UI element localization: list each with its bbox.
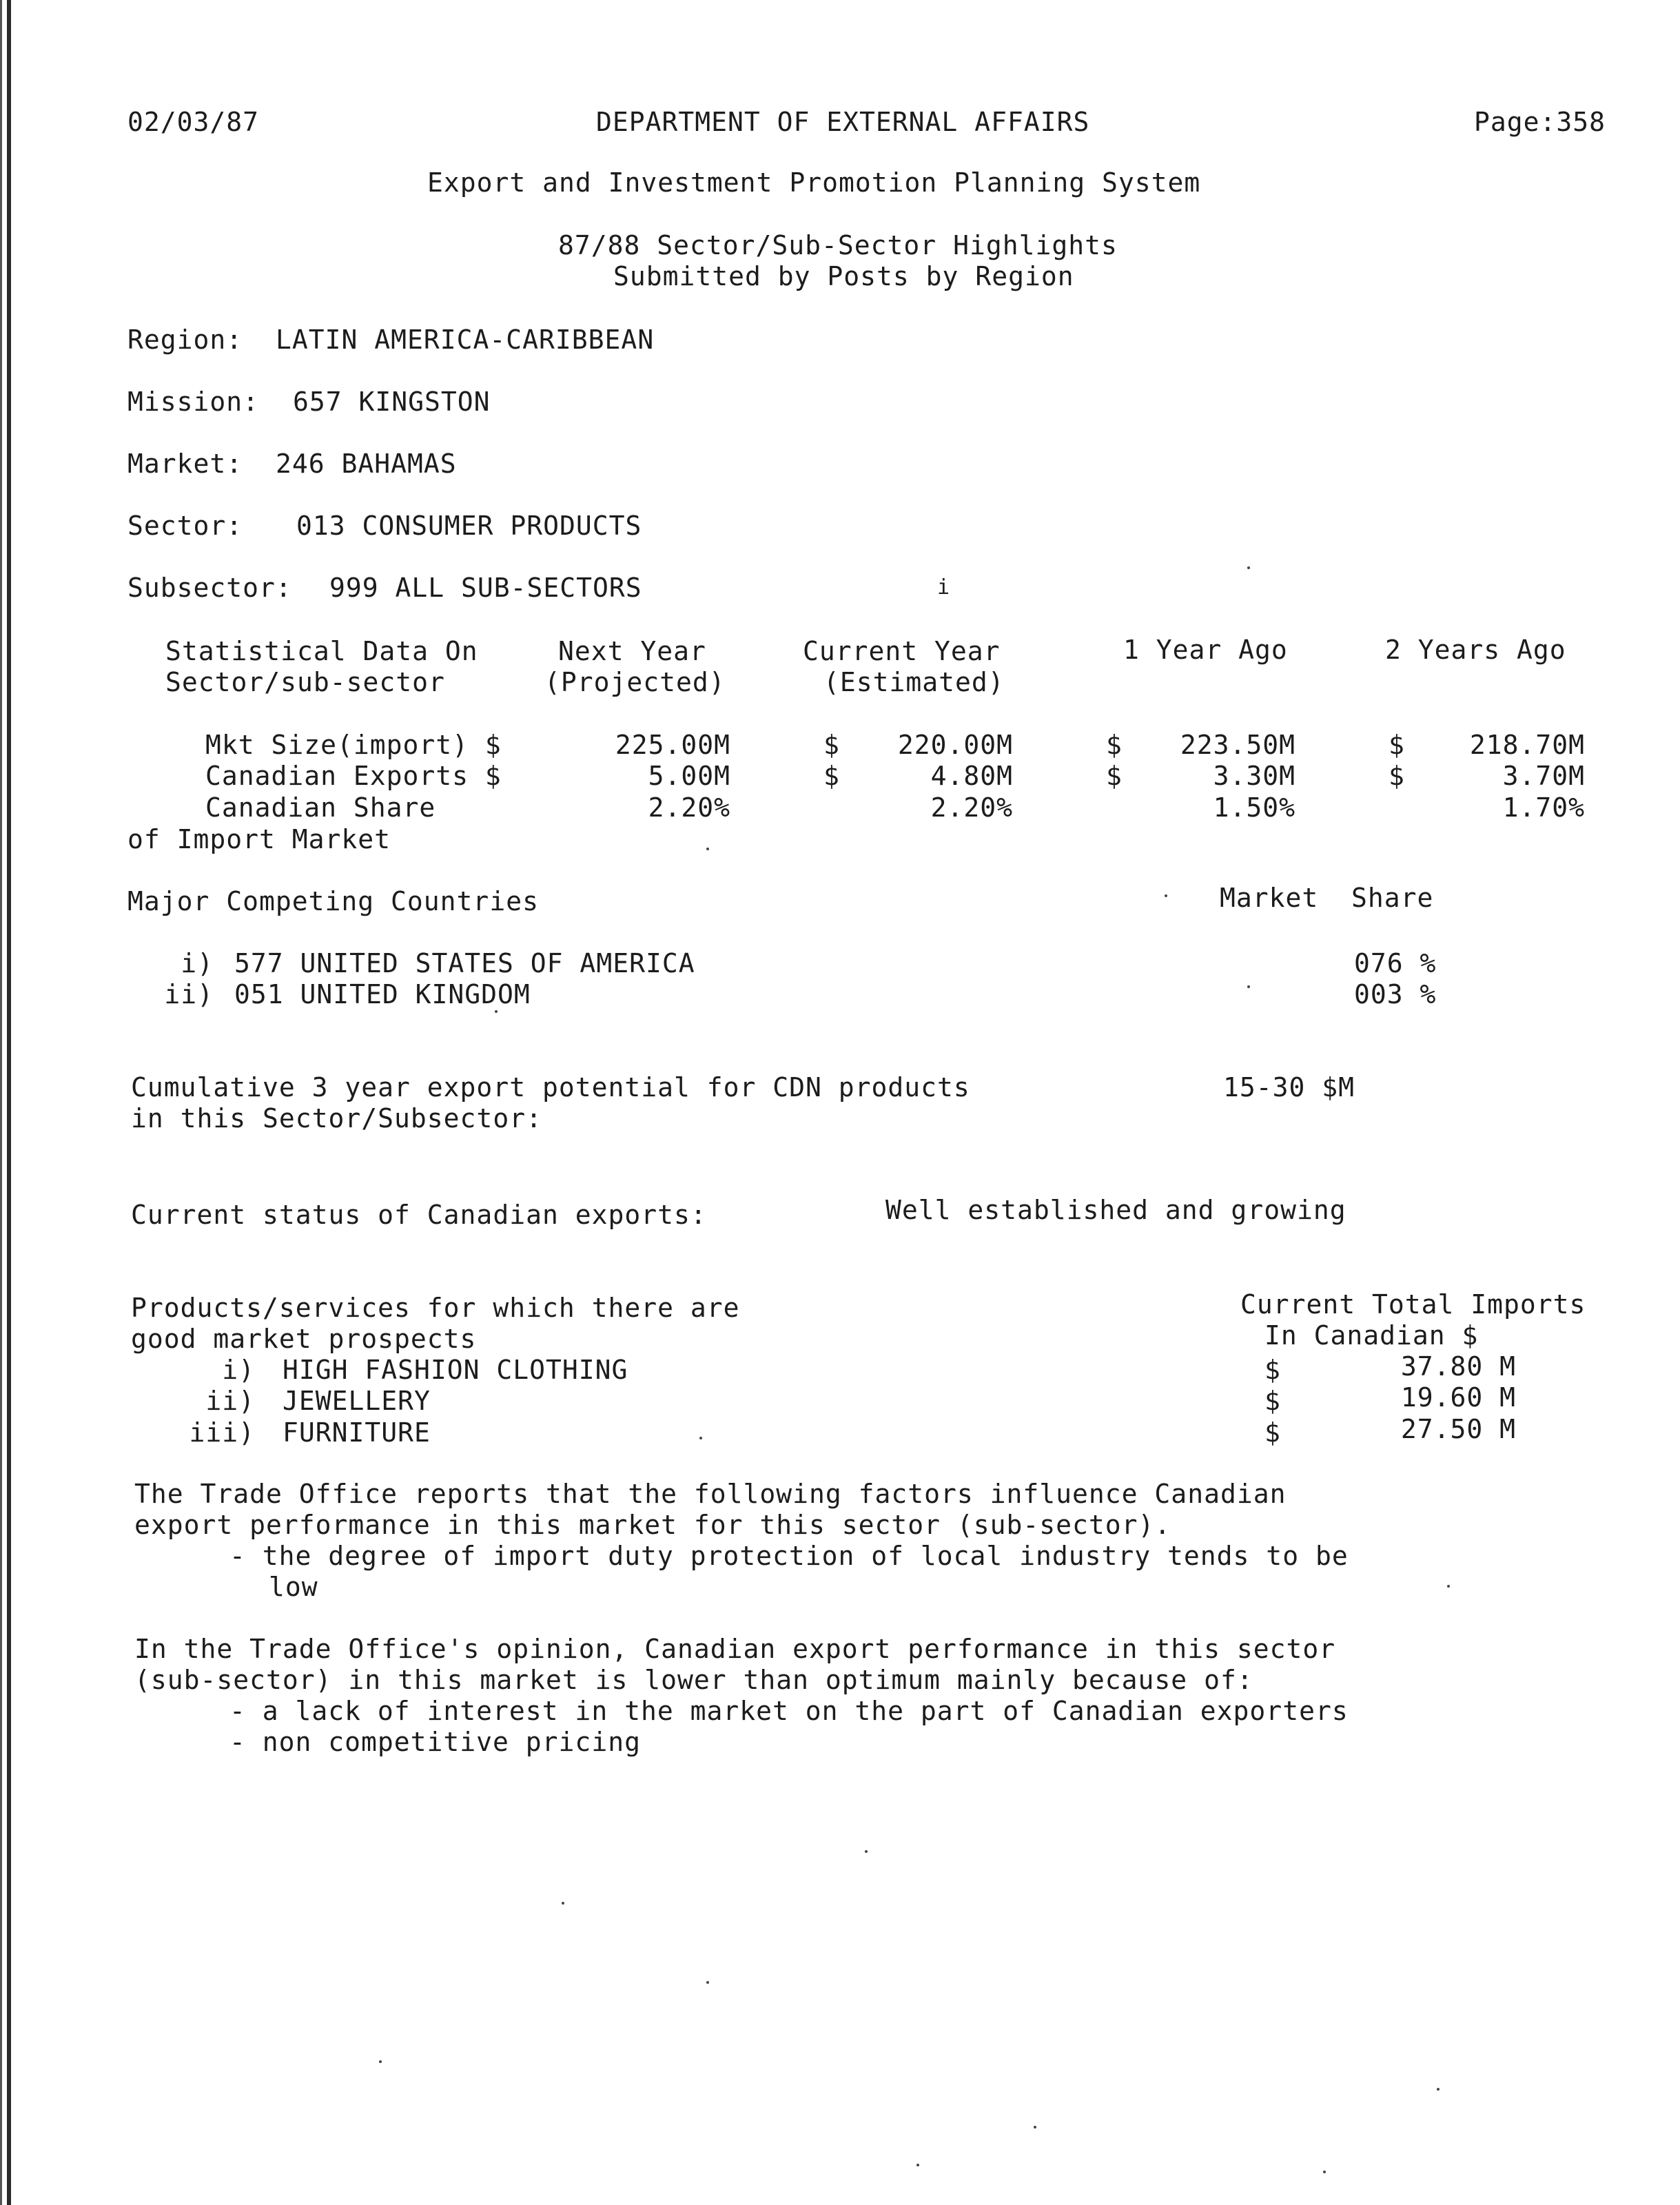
stats-header-current-1: Current Year bbox=[803, 636, 1001, 666]
competitor-share: 003 % bbox=[1354, 979, 1437, 1009]
product-name: FURNITURE bbox=[283, 1417, 431, 1448]
stats-ago2-value: 3.70M bbox=[1502, 761, 1585, 791]
subsector-value: 999 ALL SUB-SECTORS bbox=[329, 573, 642, 603]
stats-header-label-2: Sector/sub-sector bbox=[165, 667, 445, 697]
products-title-2: good market prospects bbox=[131, 1324, 477, 1354]
potential-value: 15-30 $M bbox=[1223, 1072, 1355, 1102]
stats-ago2-sym: $ bbox=[1389, 761, 1405, 791]
product-value: 37.80 M bbox=[1400, 1351, 1516, 1382]
stats-current-sym: $ bbox=[823, 730, 840, 760]
opinion-line-2: (sub-sector) in this market is lower than optimum mainly because of: bbox=[134, 1665, 1253, 1695]
product-sym: $ bbox=[1264, 1355, 1281, 1385]
scan-speck bbox=[1247, 566, 1250, 569]
stats-header-next-2: (Projected) bbox=[544, 667, 726, 697]
opinion-line-1: In the Trade Office's opinion, Canadian export performance in this sector bbox=[134, 1634, 1336, 1664]
factors-bullet-1-cont: low bbox=[269, 1572, 318, 1602]
stats-ago1-sym: $ bbox=[1106, 761, 1123, 791]
subtitle-submitted: Submitted by Posts by Region bbox=[613, 261, 1074, 291]
stats-header-1-year-ago: 1 Year Ago bbox=[1123, 635, 1288, 665]
stats-ago1-value: 223.50M bbox=[1180, 730, 1295, 760]
mission-value: 657 KINGSTON bbox=[293, 387, 491, 417]
scan-speck bbox=[706, 1981, 709, 1984]
competitors-share-header: Market Share bbox=[1220, 883, 1434, 913]
products-header-1: Current Total Imports bbox=[1240, 1289, 1586, 1320]
product-sym: $ bbox=[1264, 1386, 1281, 1416]
competitor-number: ii) bbox=[164, 979, 214, 1009]
stats-ago1-sym: $ bbox=[1106, 730, 1123, 760]
stats-header-label-1: Statistical Data On bbox=[165, 636, 478, 666]
stats-ago2-value: 1.70% bbox=[1502, 792, 1585, 823]
report-date: 02/03/87 bbox=[127, 107, 260, 137]
sector-label: Sector: bbox=[127, 511, 243, 541]
potential-line-2: in this Sector/Subsector: bbox=[131, 1103, 542, 1134]
stats-row-label: Canadian Share bbox=[205, 792, 436, 823]
scan-speck bbox=[865, 1850, 868, 1853]
stats-header-next-1: Next Year bbox=[558, 636, 706, 666]
subsector-label: Subsector: bbox=[127, 573, 292, 603]
stats-ago1-value: 1.50% bbox=[1213, 792, 1295, 823]
scan-speck bbox=[1447, 1585, 1450, 1588]
stats-row-label: Canadian Exports $ bbox=[205, 761, 502, 791]
scan-speck bbox=[1437, 2088, 1440, 2091]
department-title: DEPARTMENT OF EXTERNAL AFFAIRS bbox=[596, 107, 1090, 137]
market-label: Market: bbox=[127, 449, 243, 479]
system-title: Export and Investment Promotion Planning System bbox=[427, 167, 1201, 198]
region-label: Region: bbox=[127, 325, 243, 355]
competitors-title: Major Competing Countries bbox=[127, 886, 539, 916]
opinion-bullet-1: - a lack of interest in the market on the part of Canadian exporters bbox=[229, 1696, 1349, 1726]
product-value: 27.50 M bbox=[1400, 1414, 1516, 1444]
scan-speck bbox=[1034, 2126, 1036, 2129]
stats-next-value: 225.00M bbox=[615, 730, 730, 760]
product-sym: $ bbox=[1264, 1417, 1281, 1448]
scan-speck bbox=[1165, 894, 1167, 897]
scan-speck bbox=[495, 1010, 498, 1013]
competitor-share: 076 % bbox=[1354, 948, 1437, 978]
scan-edge-inner bbox=[7, 0, 11, 2205]
stats-current-sym: $ bbox=[823, 761, 840, 791]
opinion-bullet-2: - non competitive pricing bbox=[229, 1727, 641, 1757]
scan-speck bbox=[1247, 985, 1250, 988]
status-label: Current status of Canadian exports: bbox=[131, 1200, 707, 1230]
factors-line-2: export performance in this market for this sector (sub-sector). bbox=[134, 1510, 1171, 1540]
factors-line-1: The Trade Office reports that the following factors influence Canadian bbox=[134, 1479, 1287, 1509]
products-title-1: Products/services for which there are bbox=[131, 1293, 740, 1323]
stats-row-label: Mkt Size(import) $ bbox=[205, 730, 502, 760]
stats-current-value: 220.00M bbox=[897, 730, 1013, 760]
stats-header-current-2: (Estimated) bbox=[823, 667, 1005, 697]
product-number: ii) bbox=[205, 1386, 255, 1416]
market-value: 246 BAHAMAS bbox=[276, 449, 457, 479]
product-value: 19.60 M bbox=[1400, 1382, 1516, 1413]
stray-mark: i bbox=[937, 575, 951, 599]
stats-ago1-value: 3.30M bbox=[1213, 761, 1295, 791]
product-number: i) bbox=[222, 1355, 255, 1385]
competitor-number: i) bbox=[181, 948, 214, 978]
sector-value: 013 CONSUMER PRODUCTS bbox=[296, 511, 642, 541]
potential-line-1: Cumulative 3 year export potential for CDN products bbox=[131, 1072, 970, 1102]
scan-speck bbox=[699, 1437, 702, 1439]
scan-speck bbox=[1323, 2171, 1326, 2173]
stats-header-2-years-ago: 2 Years Ago bbox=[1385, 635, 1566, 665]
stats-next-value: 5.00M bbox=[648, 761, 730, 791]
stats-current-value: 2.20% bbox=[930, 792, 1013, 823]
page-number: Page:358 bbox=[1473, 107, 1606, 137]
subtitle-highlights: 87/88 Sector/Sub-Sector Highlights bbox=[558, 230, 1118, 260]
scan-speck bbox=[706, 848, 709, 850]
region-value: LATIN AMERICA-CARIBBEAN bbox=[276, 325, 655, 355]
stats-ago2-value: 218.70M bbox=[1469, 730, 1585, 760]
scan-edge-outer bbox=[0, 0, 2, 2205]
stats-share-continuation: of Import Market bbox=[127, 824, 391, 854]
factors-bullet-1: - the degree of import duty protection of local industry tends to be bbox=[229, 1541, 1349, 1571]
product-name: HIGH FASHION CLOTHING bbox=[283, 1355, 628, 1385]
stats-ago2-sym: $ bbox=[1389, 730, 1405, 760]
products-header-2: In Canadian $ bbox=[1264, 1320, 1479, 1351]
product-number: iii) bbox=[189, 1417, 255, 1448]
competitor-name: 577 UNITED STATES OF AMERICA bbox=[234, 948, 695, 978]
product-name: JEWELLERY bbox=[283, 1386, 431, 1416]
scan-speck bbox=[562, 1902, 564, 1905]
scan-speck bbox=[379, 2060, 382, 2063]
status-value: Well established and growing bbox=[885, 1195, 1346, 1225]
scan-speck bbox=[916, 2164, 919, 2166]
mission-label: Mission: bbox=[127, 387, 260, 417]
stats-next-value: 2.20% bbox=[648, 792, 730, 823]
competitor-name: 051 UNITED KINGDOM bbox=[234, 979, 531, 1009]
stats-current-value: 4.80M bbox=[930, 761, 1013, 791]
